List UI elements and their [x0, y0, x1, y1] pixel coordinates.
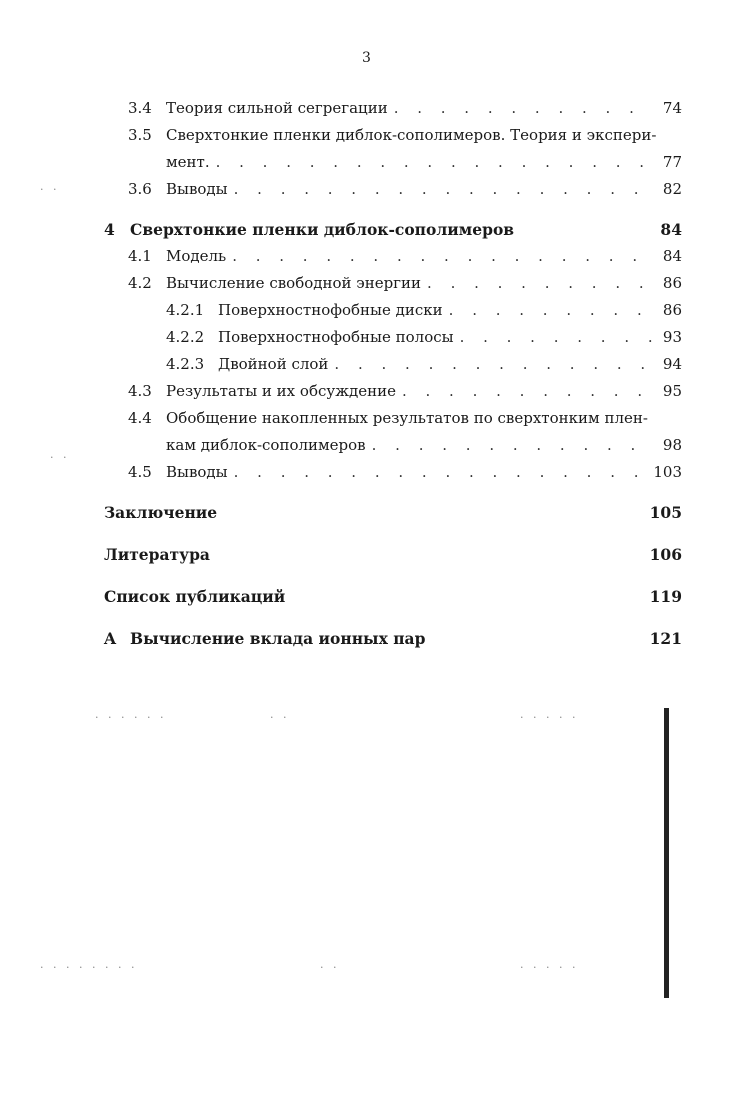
toc-entry-4-2-2[interactable] — [104, 324, 682, 351]
scan-speck: . . . . . . . . — [40, 958, 138, 971]
section-number: 4.3 — [128, 382, 152, 400]
toc-entry-4-5[interactable] — [104, 459, 682, 486]
leader-dots — [394, 95, 654, 122]
section-number: 4.1 — [128, 247, 152, 265]
leader-dots — [234, 459, 648, 486]
section-title: Модель — [166, 247, 227, 265]
subsection-title: Поверхностнофобные полосы — [218, 328, 454, 346]
chapter-title: Заключение — [104, 503, 218, 522]
toc-entry-4-2[interactable] — [104, 270, 682, 297]
page-ref: 119 — [649, 587, 682, 606]
section-title: Теория сильной сегрегации — [166, 99, 388, 117]
leader-dots — [232, 243, 654, 270]
toc-chapter-4[interactable] — [104, 216, 682, 243]
page-ref: 106 — [649, 545, 682, 564]
page-ref: 77 — [662, 153, 682, 171]
section-number: 3.4 — [128, 99, 152, 117]
section-number: 3.6 — [128, 180, 152, 198]
page-ref: 74 — [662, 99, 682, 117]
page-ref: 82 — [662, 180, 682, 198]
subsection-number: 4.2.2 — [166, 328, 205, 346]
section-number: 3.5 — [128, 126, 152, 144]
scan-speck: . . — [320, 958, 340, 971]
page-ref: 121 — [649, 629, 682, 648]
section-title: Вычисление свободной энергии — [166, 274, 422, 292]
toc-entry-3-6[interactable] — [104, 176, 682, 203]
subsection-number: 4.2.3 — [166, 355, 205, 373]
section-number: 4.4 — [128, 409, 152, 427]
subsection-number: 4.2.1 — [166, 301, 205, 319]
toc-entry-3-5[interactable] — [104, 122, 682, 176]
table-of-contents — [104, 95, 682, 660]
toc-entry-3-4[interactable] — [104, 95, 682, 122]
toc-entry-4-3[interactable] — [104, 378, 682, 405]
scan-speck: . . . . . . — [95, 708, 167, 721]
leader-dots — [372, 432, 654, 459]
page-ref: 84 — [662, 247, 682, 265]
toc-entry-4-4[interactable] — [104, 405, 682, 459]
page-ref: 98 — [662, 436, 682, 454]
page-number: 3 — [362, 50, 371, 66]
scan-speck: . . . . . — [520, 708, 579, 721]
section-number: 4.5 — [128, 463, 152, 481]
chapter-title: Сверхтонкие пленки диблок-сополимеров — [130, 220, 515, 239]
page-ref: 103 — [653, 463, 682, 481]
subsection-title: Поверхностнофобные диски — [218, 301, 443, 319]
toc-literature[interactable] — [104, 534, 682, 576]
toc-conclusion[interactable] — [104, 492, 682, 534]
chapter-title: Литература — [104, 545, 210, 564]
leader-dots — [427, 270, 654, 297]
scan-edge-bar — [664, 708, 669, 998]
section-title-line2: мент. — [166, 153, 210, 171]
page-ref: 93 — [662, 328, 682, 346]
section-title-line1: Сверхтонкие пленки диблок-сополимеров. Теория и экспери- — [166, 126, 657, 144]
page-ref: 105 — [649, 503, 682, 522]
toc-entry-4-1[interactable] — [104, 243, 682, 270]
leader-dots — [334, 351, 654, 378]
section-number: 4.2 — [128, 274, 152, 292]
appendix-letter: A — [104, 629, 117, 648]
page-ref: 86 — [662, 301, 682, 319]
page-ref: 86 — [662, 274, 682, 292]
toc-entry-4-2-3[interactable] — [104, 351, 682, 378]
leader-dots — [402, 378, 654, 405]
section-title-line1: Обобщение накопленных результатов по сверхтонким плен- — [166, 409, 648, 427]
page-ref: 84 — [660, 220, 682, 239]
toc-publications[interactable] — [104, 576, 682, 618]
scan-speck: . . . . . — [520, 958, 579, 971]
section-title: Выводы — [166, 180, 228, 198]
chapter-title: Вычисление вклада ионных пар — [130, 629, 426, 648]
section-title-line2: кам диблок-сополимеров — [166, 436, 366, 454]
scan-speck: . . — [270, 708, 290, 721]
leader-dots — [449, 297, 654, 324]
toc-appendix-a[interactable] — [104, 618, 682, 660]
section-title: Выводы — [166, 463, 228, 481]
leader-dots — [216, 149, 654, 176]
chapter-number: 4 — [104, 220, 115, 239]
scan-speck: . . — [50, 448, 70, 461]
scan-speck: . . — [40, 180, 60, 193]
leader-dots — [234, 176, 654, 203]
subsection-title: Двойной слой — [218, 355, 329, 373]
section-title: Результаты и их обсуждение — [166, 382, 396, 400]
chapter-title: Список публикаций — [104, 587, 286, 606]
leader-dots — [460, 324, 654, 351]
page-ref: 94 — [662, 355, 682, 373]
toc-entry-4-2-1[interactable] — [104, 297, 682, 324]
page-ref: 95 — [662, 382, 682, 400]
